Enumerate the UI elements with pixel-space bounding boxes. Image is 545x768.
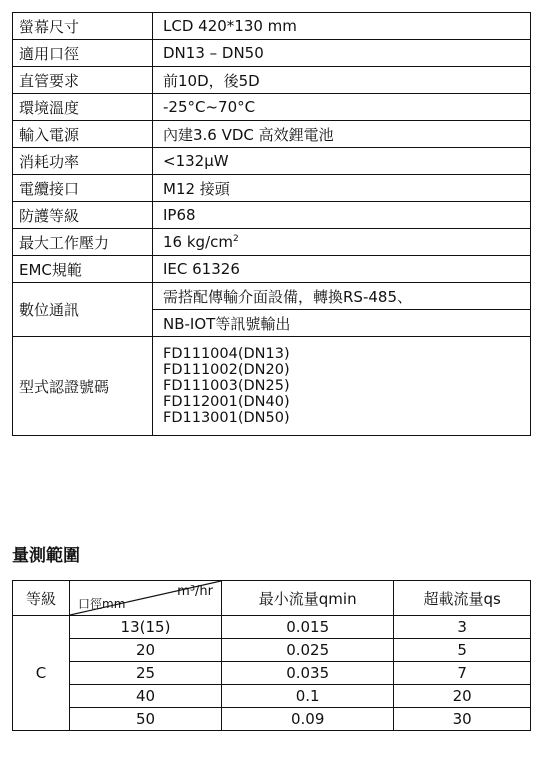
qs-cell: 30 [394, 708, 531, 731]
spec-key: 防護等級 [13, 202, 153, 229]
spec-value: <132µW [153, 148, 531, 175]
qmin-cell: 0.09 [222, 708, 394, 731]
spec-row [13, 13, 531, 40]
spec-key: 適用口徑 [13, 40, 153, 67]
diameter-cell: 50 [70, 708, 222, 731]
range-heading: 量測範圍 [12, 546, 80, 566]
spec-row [13, 202, 531, 229]
spec-key: EMC規範 [13, 256, 153, 283]
model-number: FD111002(DN20) [163, 362, 290, 378]
spec-row [13, 40, 531, 67]
range-header-row [13, 581, 531, 616]
pressure-superscript: 2 [232, 234, 239, 244]
qs-cell: 7 [394, 662, 531, 685]
model-row [13, 337, 531, 436]
model-number: FD113001(DN50) [163, 410, 290, 426]
qmin-cell: 0.1 [222, 685, 394, 708]
spec-value: LCD 420*130 mm [153, 13, 531, 40]
grade-value: C [13, 616, 70, 731]
spec-value: IEC 61326 [153, 256, 531, 283]
comm-value-line2: NB-IOT等訊號輸出 [153, 310, 531, 337]
spec-value: -25°C~70°C [153, 94, 531, 121]
spec-key: 電纜接口 [13, 175, 153, 202]
spec-value: 前10D，後5D [153, 67, 531, 94]
qs-header: 超載流量qs [394, 581, 531, 616]
spec-value: IP68 [153, 202, 531, 229]
qmin-cell: 0.035 [222, 662, 394, 685]
spec-row [13, 67, 531, 94]
spec-key: 環境溫度 [13, 94, 153, 121]
model-key: 型式認證號碼 [13, 337, 153, 436]
range-table [12, 580, 531, 731]
range-row [13, 662, 531, 685]
spec-table [12, 12, 531, 436]
spec-row [13, 256, 531, 283]
qs-cell: 3 [394, 616, 531, 639]
pressure-value: 16 kg/cm [163, 233, 233, 251]
spec-row [13, 229, 531, 256]
spec-value: DN13 – DN50 [153, 40, 531, 67]
spec-row [13, 148, 531, 175]
model-number: FD112001(DN40) [163, 394, 290, 410]
spec-key: 最大工作壓力 [13, 229, 153, 256]
diameter-cell: 25 [70, 662, 222, 685]
comm-value-line1: 需搭配傳輸介面設備，轉換RS-485、 [153, 283, 531, 310]
qs-cell: 20 [394, 685, 531, 708]
spec-row [13, 94, 531, 121]
spec-value [153, 229, 531, 256]
diameter-cell: 13(15) [70, 616, 222, 639]
spec-key: 輸入電源 [13, 121, 153, 148]
spec-key: 消耗功率 [13, 148, 153, 175]
model-number: FD111003(DN25) [163, 378, 290, 394]
flow-unit-label: m³/hr [177, 584, 213, 599]
grade-header: 等級 [13, 581, 70, 616]
diameter-cell: 40 [70, 685, 222, 708]
spec-key: 直管要求 [13, 67, 153, 94]
spec-row [13, 121, 531, 148]
model-values [153, 337, 531, 436]
spec-value: 內建3.6 VDC 高效鋰電池 [153, 121, 531, 148]
range-row [13, 639, 531, 662]
spec-key: 螢幕尺寸 [13, 13, 153, 40]
diameter-unit-label: 口徑mm [78, 597, 126, 611]
diameter-cell: 20 [70, 639, 222, 662]
range-row [13, 685, 531, 708]
qmin-cell: 0.015 [222, 616, 394, 639]
model-number: FD111004(DN13) [163, 346, 290, 362]
range-row [13, 616, 531, 639]
spec-value: M12 接頭 [153, 175, 531, 202]
comm-key: 數位通訊 [13, 283, 153, 337]
qmin-cell: 0.025 [222, 639, 394, 662]
qmin-header: 最小流量qmin [222, 581, 394, 616]
comm-row [13, 283, 531, 310]
qs-cell: 5 [394, 639, 531, 662]
diagonal-header [70, 581, 222, 616]
spec-row [13, 175, 531, 202]
range-row [13, 708, 531, 731]
